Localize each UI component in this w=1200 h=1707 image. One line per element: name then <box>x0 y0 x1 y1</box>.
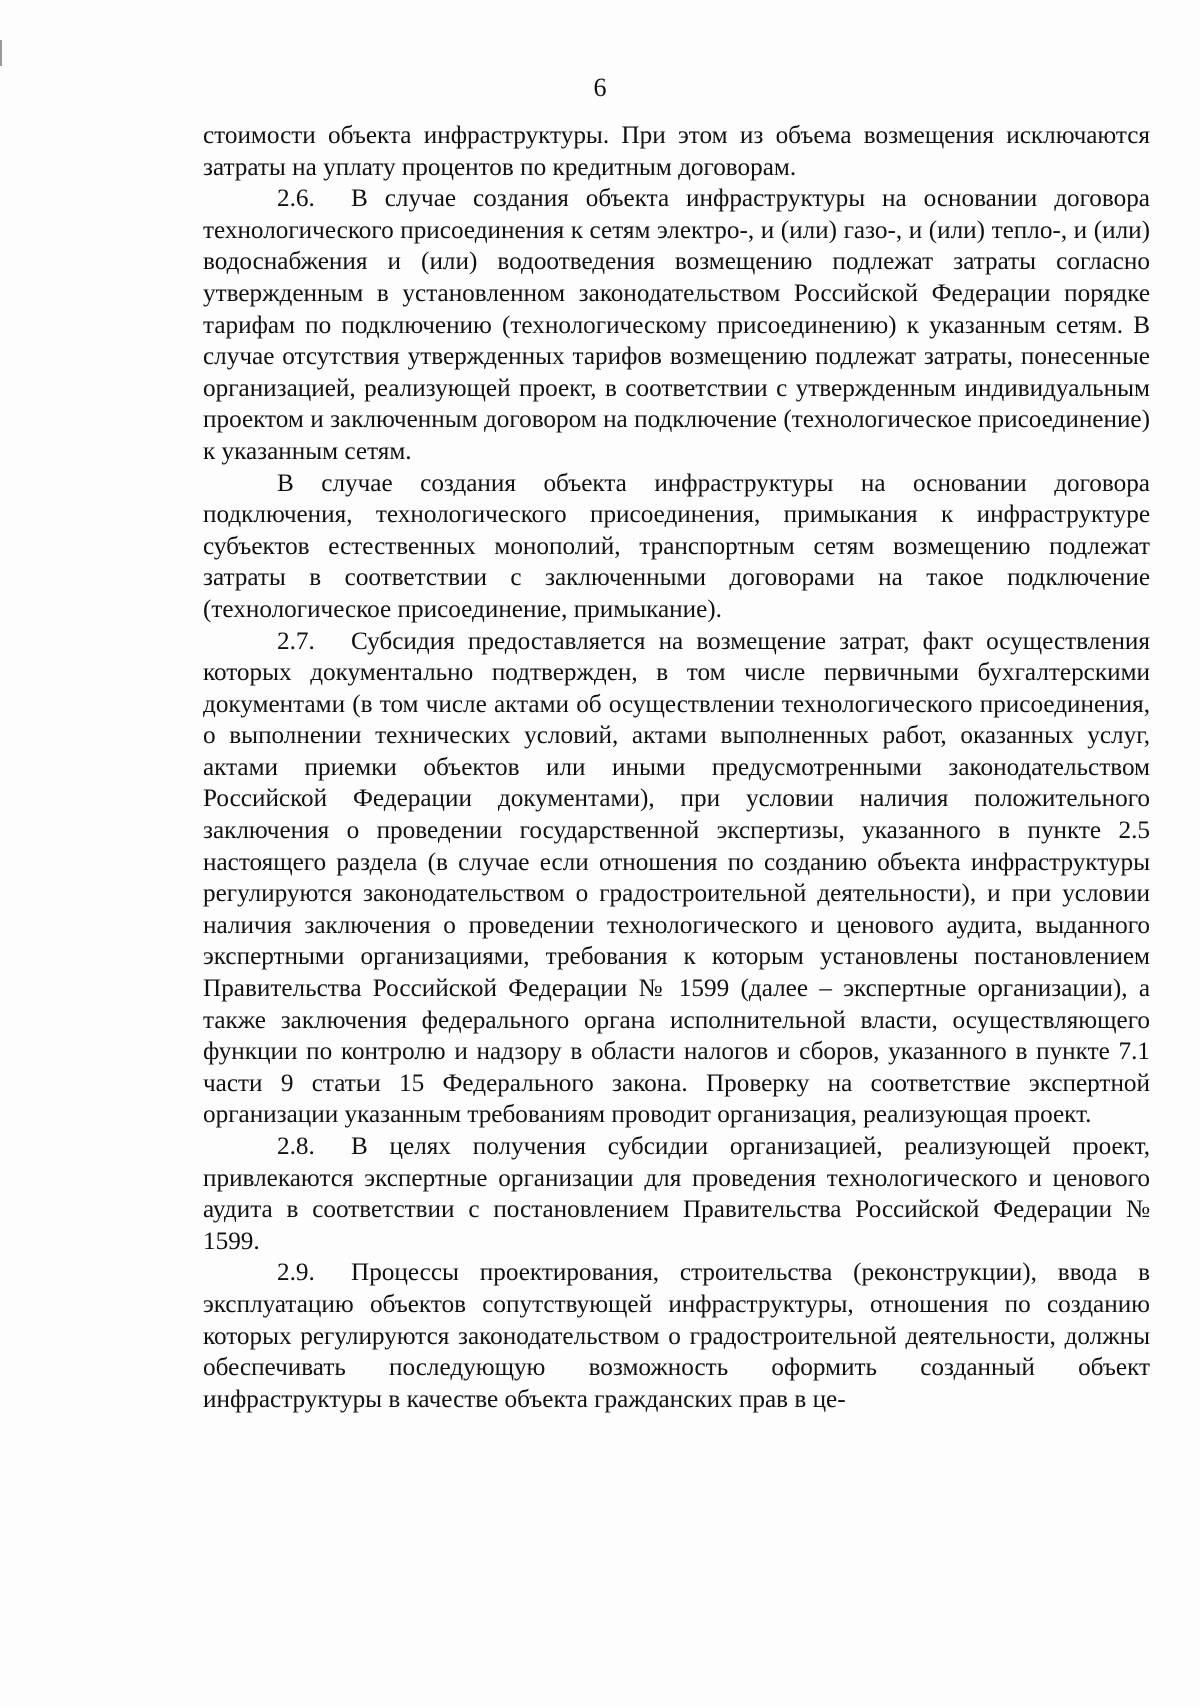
page-number: 6 <box>593 73 607 102</box>
paragraph-continuation <box>203 120 1150 183</box>
paragraph-text: стоимости объекта инфраструктуры. При этом из объема возмещения исключаются затраты на уплату процентов по кредитным договорам. <box>203 122 1150 181</box>
clause-number: 2.9. <box>277 1259 315 1287</box>
scan-edge-mark <box>0 40 2 66</box>
paragraph-2-6 <box>203 183 1150 467</box>
paragraph-text: В случае создания объекта инфраструктуры на основании договора подключения, технологического присоединения, примыкания к инфраструктуре субъектов естественных монополий, транспортным сетям возмещению подлежат затраты в соответствии с заключенными договорами на такое подключение (технологическое присоединение, примыкание). <box>203 469 1150 623</box>
clause-number: 2.7. <box>277 627 315 655</box>
clause-number: 2.6. <box>277 185 315 213</box>
paragraph-text: В случае создания объекта инфраструктуры на основании договора технологического присоединения к сетям электро-, и (или) газо-, и (или) тепло-, и (или) водоснабжения и (или) водоотведения возмещению подлежат затраты согласно утвержденным в установленном законодательством Российской Федерации порядке тарифам по подключению (технологическому присоединению) к указанным сетям. В случае отсутствия утвержденных тарифов возмещению подлежат затраты, понесенные организацией, реализующей проект, в соответствии с утвержденным индивидуальным проектом и заключенным договором на подключение (технологическое присоединение) к указанным сетям. <box>203 185 1150 465</box>
clause-number: 2.8. <box>277 1133 315 1160</box>
paragraph-2-7 <box>203 626 1150 1132</box>
document-body <box>203 120 1150 1415</box>
paragraph-text: Субсидия предоставляется на возмещение затрат, факт осуществления которых документально подтвержден, в том числе первичными бухгалтерскими документами (в том числе актами об осуществлении технологического присоединения, о выполнении технических условий, актами выполненных работ, оказанных услуг, актами приемки объектов или иными предусмотренными законодательством Российской Федерации документами), при условии наличия положительного заключения о проведении государственной экспертизы, указанного в пункте 2.5 настоящего раздела (в случае если отношения по созданию объекта инфраструктуры регулируются законодательством о градостроительной деятельности), и при условии наличия заключения о проведении технологического и ценового аудита, выданного экспертными организациями, требования к которым установлены постановлением Правительства Российской Федерации № 1599 (далее – экспертные организации), а также заключения федерального органа исполнительной власти, осуществляющего функции по контролю и надзору в области налогов и сборов, указанного в пункте 7.1 части 9 статьи 15 Федерального закона. Проверку на соответствие экспертной организации указанным требованиям проводит организация, реализующая проект. <box>203 627 1150 1129</box>
paragraph-text: Процессы проектирования, строительства (реконструкции), ввода в эксплуатацию объектов сопутствующей инфраструктуры, отношения по созданию которых регулируются законодательством о градостроительной деятельности, должны обеспечивать последующую возможность оформить созданный объект инфраструктуры в качестве объекта гражданских прав в це- <box>203 1259 1150 1413</box>
paragraph-2-6-continued <box>203 468 1150 626</box>
paragraph-text: В целях получения субсидии организацией, реализующей проект, привлекаются экспертные организации для проведения технологического и ценового аудита в соответствии с постановлением Правительства Российской Федерации № 1599. <box>203 1133 1150 1255</box>
paragraph-2-8 <box>203 1131 1150 1257</box>
paragraph-2-9 <box>203 1257 1150 1415</box>
